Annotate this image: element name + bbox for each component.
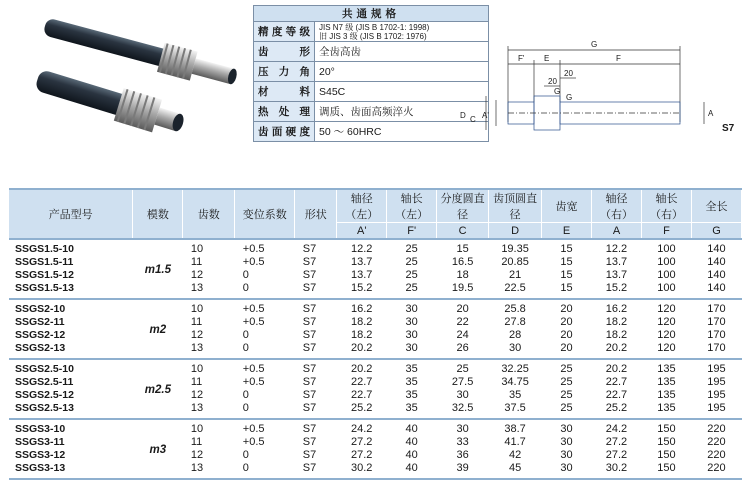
table-cell: 15.2 — [350, 282, 373, 294]
table-cell: 140 — [707, 282, 726, 294]
table-cell: 35 — [387, 359, 437, 376]
table-cell: 0 — [242, 329, 249, 341]
column-subheader: F' — [387, 223, 437, 240]
table-cell: S7 — [302, 449, 317, 461]
column-header: 轴径（左） — [337, 189, 387, 223]
table-cell: 22.5 — [504, 282, 526, 294]
table-cell: 15.2 — [605, 282, 628, 294]
table-cell: 0 — [242, 269, 249, 281]
table-cell: 33 — [456, 436, 469, 448]
table-row — [9, 402, 742, 419]
table-cell: 18.2 — [605, 329, 628, 341]
table-cell: 34.75 — [501, 376, 529, 388]
table-cell: 32.5 — [451, 402, 474, 414]
table-cell: S7 — [302, 282, 317, 294]
spec-value: 全齿高齿 — [315, 42, 489, 62]
table-cell: +0.5 — [235, 299, 295, 316]
table-cell: S7 — [302, 342, 317, 354]
table-cell: 35 — [508, 389, 522, 401]
svg-text:G: G — [554, 87, 561, 96]
table-cell: +0.5 — [235, 239, 295, 256]
table-cell: 19.5 — [451, 282, 474, 294]
spec-key: 热处理 — [254, 102, 315, 122]
table-cell: 135 — [657, 402, 676, 414]
table-cell: 15 — [560, 269, 573, 281]
column-header: 全长 — [691, 189, 741, 223]
table-row — [9, 389, 742, 402]
spec-key: 齿面硬度 — [254, 122, 315, 142]
dimension-drawing — [448, 30, 744, 150]
table-cell: 12.2 — [592, 239, 642, 256]
table-cell: 27.2 — [350, 436, 373, 448]
table-cell: 30.2 — [350, 462, 373, 474]
column-subheader: C — [437, 223, 489, 240]
table-cell: 100 — [657, 269, 676, 281]
table-cell: 20 — [560, 329, 573, 341]
table-cell: 40 — [405, 462, 418, 474]
table-row — [9, 282, 742, 299]
table-cell: 39 — [456, 462, 469, 474]
table-cell: 16.2 — [337, 299, 387, 316]
table-cell: 30 — [542, 419, 592, 436]
table-cell: 220 — [707, 449, 726, 461]
svg-text:20: 20 — [548, 77, 557, 86]
table-cell: 20.2 — [605, 342, 628, 354]
column-header: 变位系数 — [235, 189, 295, 239]
table-cell: 25 — [405, 256, 418, 268]
table-row — [9, 299, 742, 316]
module-cell: m2 — [133, 299, 183, 359]
table-cell: 13 — [190, 402, 204, 414]
table-cell: 24.2 — [592, 419, 642, 436]
table-row — [9, 269, 742, 282]
table-cell: 13.7 — [605, 256, 628, 268]
table-cell: S7 — [302, 389, 317, 401]
table-cell: +0.5 — [242, 316, 265, 328]
column-subheader: D — [489, 223, 542, 240]
table-cell: 45 — [508, 462, 522, 474]
table-cell: S7 — [302, 316, 317, 328]
table-cell: 100 — [657, 282, 676, 294]
column-header: 轴长（右） — [641, 189, 691, 223]
module-cell: m1.5 — [133, 239, 183, 299]
table-cell: 13.7 — [350, 269, 373, 281]
table-cell: 30 — [437, 419, 489, 436]
table-cell: 120 — [641, 299, 691, 316]
table-cell: 30 — [560, 436, 573, 448]
gear-shaft-spec-table — [9, 188, 742, 480]
model-cell: SSGS3-13 — [15, 462, 66, 474]
model-cell: SSGS2-12 — [15, 329, 66, 341]
table-cell: 15 — [560, 282, 573, 294]
table-cell: 195 — [691, 359, 741, 376]
model-cell: SSGS1.5-13 — [15, 282, 74, 294]
table-cell: 170 — [691, 299, 741, 316]
table-cell: 16.5 — [451, 256, 474, 268]
table-cell: 15 — [437, 239, 489, 256]
table-cell: 35 — [405, 376, 418, 388]
table-cell: 20.85 — [501, 256, 529, 268]
table-cell: 22 — [456, 316, 469, 328]
table-row — [9, 462, 742, 479]
table-cell: 30 — [508, 342, 522, 354]
table-cell: 18.2 — [605, 316, 628, 328]
table-cell: 170 — [707, 316, 726, 328]
table-cell: 25 — [437, 359, 489, 376]
model-cell: SSGS3-10 — [9, 419, 133, 436]
model-cell: SSGS2-13 — [15, 342, 66, 354]
table-cell: 150 — [657, 436, 676, 448]
table-cell: 11 — [190, 316, 203, 328]
table-cell: 27.8 — [504, 316, 526, 328]
table-cell: 135 — [657, 376, 676, 388]
table-cell: 15 — [560, 256, 573, 268]
table-cell: S7 — [302, 256, 317, 268]
table-cell: 10 — [183, 239, 235, 256]
column-header: 齿数 — [183, 189, 235, 239]
table-cell: 27.2 — [350, 449, 373, 461]
model-cell: SSGS1.5-10 — [9, 239, 133, 256]
table-cell: 100 — [657, 256, 676, 268]
table-cell: S7 — [302, 462, 317, 474]
table-cell: 0 — [242, 402, 249, 414]
table-cell: 195 — [707, 389, 726, 401]
table-cell: 36 — [456, 449, 469, 461]
column-header: 齿顶圆直径 — [489, 189, 542, 223]
svg-text:A: A — [708, 109, 714, 118]
table-cell: 20 — [560, 316, 573, 328]
model-cell: SSGS3-12 — [15, 449, 66, 461]
table-cell: 28 — [508, 329, 522, 341]
column-header: 模数 — [133, 189, 183, 239]
table-cell: 42 — [508, 449, 522, 461]
table-cell: S7 — [302, 436, 317, 448]
table-cell: 25 — [542, 359, 592, 376]
table-cell: 13.7 — [350, 256, 373, 268]
table-cell: 41.7 — [504, 436, 526, 448]
table-cell: S7 — [302, 402, 317, 414]
table-cell: 120 — [657, 316, 676, 328]
model-cell: SSGS2.5-11 — [15, 376, 74, 388]
table-cell: +0.5 — [242, 436, 265, 448]
table-row — [9, 419, 742, 436]
model-cell: SSGS2.5-13 — [15, 402, 74, 414]
table-cell: 15 — [542, 239, 592, 256]
table-cell: 13 — [190, 342, 204, 354]
table-row — [9, 316, 742, 329]
table-cell: 37.5 — [504, 402, 526, 414]
table-cell: 27.2 — [605, 449, 628, 461]
table-cell: 10 — [183, 359, 235, 376]
table-cell: 12 — [190, 269, 204, 281]
svg-text:S7: S7 — [722, 123, 735, 134]
table-cell: 0 — [242, 449, 249, 461]
table-cell: +0.5 — [242, 256, 265, 268]
svg-text:F: F — [616, 54, 621, 63]
table-cell: 135 — [641, 359, 691, 376]
table-cell: 20.2 — [350, 342, 373, 354]
column-header: 轴径（右） — [592, 189, 642, 223]
table-cell: 30 — [560, 449, 573, 461]
table-cell: 30 — [456, 389, 469, 401]
column-header: 齿宽 — [542, 189, 592, 223]
column-subheader: E — [542, 223, 592, 240]
table-cell: 12 — [190, 329, 204, 341]
table-cell: S7 — [295, 359, 337, 376]
table-cell: 13.7 — [605, 269, 628, 281]
column-header: 轴长（左） — [387, 189, 437, 223]
table-cell: 20 — [542, 299, 592, 316]
table-cell: 27.2 — [605, 436, 628, 448]
table-cell: 20 — [560, 342, 573, 354]
table-cell: 12 — [190, 389, 204, 401]
table-cell: 140 — [691, 239, 741, 256]
column-subheader: F — [641, 223, 691, 240]
table-cell: S7 — [302, 376, 317, 388]
table-cell: 25 — [560, 389, 573, 401]
table-cell: 22.7 — [605, 376, 628, 388]
table-cell: 40 — [405, 449, 418, 461]
svg-text:C: C — [470, 115, 476, 124]
table-cell: 30 — [560, 462, 573, 474]
model-cell: SSGS1.5-11 — [15, 256, 74, 268]
table-cell: 0 — [242, 342, 249, 354]
spec-key: 齿形 — [254, 42, 315, 62]
spec-key: 压力角 — [254, 62, 315, 82]
table-cell: 25 — [560, 402, 573, 414]
table-cell: 100 — [641, 239, 691, 256]
model-cell: SSGS3-11 — [15, 436, 65, 448]
svg-text:G: G — [591, 40, 598, 49]
table-cell: 13 — [190, 282, 204, 294]
spec-value: S45C — [315, 82, 489, 102]
table-cell: +0.5 — [242, 376, 265, 388]
table-cell: 30 — [387, 299, 437, 316]
module-cell: m3 — [133, 419, 183, 479]
table-cell: S7 — [295, 299, 337, 316]
table-cell: 25.2 — [605, 402, 628, 414]
model-cell: SSGS2-11 — [15, 316, 65, 328]
table-cell: 40 — [405, 436, 418, 448]
model-cell: SSGS1.5-12 — [15, 269, 74, 281]
svg-text:F': F' — [518, 54, 525, 63]
spec-title: 共通规格 — [254, 6, 489, 22]
table-cell: 25 — [405, 282, 418, 294]
column-subheader: A' — [337, 223, 387, 240]
column-subheader: A — [592, 223, 642, 240]
table-row — [9, 342, 742, 359]
model-cell: SSGS2.5-10 — [9, 359, 133, 376]
table-cell: 12 — [190, 449, 204, 461]
table-cell: 0 — [242, 389, 249, 401]
table-cell: 11 — [190, 436, 203, 448]
table-cell: 10 — [183, 419, 235, 436]
table-cell: 22.7 — [350, 389, 373, 401]
table-row — [9, 239, 742, 256]
table-cell: 25.2 — [350, 402, 373, 414]
table-row — [9, 256, 742, 269]
spec-value: 调质、齿面高频淬火 — [315, 102, 489, 122]
table-cell: 25.8 — [489, 299, 542, 316]
spec-key: 材料 — [254, 82, 315, 102]
table-cell: 20.2 — [592, 359, 642, 376]
table-cell: 25 — [560, 376, 573, 388]
table-cell: 25 — [405, 269, 418, 281]
table-cell: 21 — [508, 269, 522, 281]
table-cell: 220 — [707, 436, 726, 448]
svg-text:A': A' — [482, 111, 489, 120]
table-cell: 170 — [707, 329, 726, 341]
table-cell: 30.2 — [605, 462, 628, 474]
table-cell: 40 — [387, 419, 437, 436]
svg-text:20: 20 — [564, 69, 573, 78]
table-cell: 27.5 — [451, 376, 474, 388]
table-cell: 195 — [707, 402, 726, 414]
table-cell: S7 — [302, 269, 317, 281]
svg-text:G: G — [566, 93, 573, 102]
table-cell: 22.7 — [350, 376, 373, 388]
table-cell: 140 — [707, 256, 726, 268]
column-header: 产品型号 — [9, 189, 133, 239]
table-cell: 11 — [190, 256, 203, 268]
table-cell: 35 — [405, 402, 418, 414]
table-cell: 35 — [405, 389, 418, 401]
table-cell: 18.2 — [350, 329, 373, 341]
column-subheader: G — [691, 223, 741, 240]
table-cell: 12.2 — [337, 239, 387, 256]
table-cell: 26 — [456, 342, 469, 354]
model-cell: SSGS2.5-12 — [15, 389, 74, 401]
table-cell: 30 — [405, 316, 418, 328]
table-cell: 24 — [456, 329, 469, 341]
table-cell: 38.7 — [489, 419, 542, 436]
model-cell: SSGS2-10 — [9, 299, 133, 316]
spec-value: 50 ～ 60HRC — [315, 122, 489, 142]
table-cell: 195 — [707, 376, 726, 388]
table-cell: +0.5 — [235, 419, 295, 436]
table-cell: 220 — [707, 462, 726, 474]
table-cell: 120 — [657, 329, 676, 341]
table-cell: 150 — [657, 462, 676, 474]
table-cell: 32.25 — [489, 359, 542, 376]
table-cell: 135 — [657, 389, 676, 401]
table-cell: +0.5 — [235, 359, 295, 376]
table-cell: 20 — [437, 299, 489, 316]
table-cell: 120 — [657, 342, 676, 354]
table-cell: 16.2 — [592, 299, 642, 316]
table-cell: 0 — [242, 462, 249, 474]
svg-text:D: D — [460, 111, 466, 120]
table-row — [9, 376, 742, 389]
table-row — [9, 359, 742, 376]
table-cell: 18 — [456, 269, 469, 281]
table-cell: S7 — [295, 419, 337, 436]
table-cell: 13 — [190, 462, 204, 474]
table-cell: 30 — [405, 329, 418, 341]
table-cell: 18.2 — [350, 316, 373, 328]
module-cell: m2.5 — [133, 359, 183, 419]
svg-text:E: E — [544, 54, 550, 63]
spec-value: 20° — [315, 62, 489, 82]
table-cell: 150 — [657, 449, 676, 461]
table-row — [9, 436, 742, 449]
spec-value: JIS N7 级 (JIS B 1702-1: 1998) 旧 JIS 3 级 (JIS B 1702: 1976) — [315, 22, 489, 42]
column-header: 分度圆直径 — [437, 189, 489, 223]
table-cell: S7 — [302, 329, 317, 341]
table-cell: 24.2 — [337, 419, 387, 436]
table-row — [9, 329, 742, 342]
table-cell: 25 — [387, 239, 437, 256]
spec-key: 精度等级 — [254, 22, 315, 42]
table-cell: 11 — [190, 376, 203, 388]
table-cell: 20.2 — [337, 359, 387, 376]
table-cell: 0 — [242, 282, 249, 294]
table-cell: 220 — [691, 419, 741, 436]
table-row — [9, 449, 742, 462]
table-cell: 30 — [405, 342, 418, 354]
table-cell: 140 — [707, 269, 726, 281]
table-cell: 22.7 — [605, 389, 628, 401]
table-cell: 150 — [641, 419, 691, 436]
table-cell: 19.35 — [489, 239, 542, 256]
gear-shaft-product-photo — [8, 4, 252, 180]
table-cell: S7 — [295, 239, 337, 256]
column-header: 形状 — [295, 189, 337, 239]
table-cell: 170 — [707, 342, 726, 354]
table-cell: 10 — [183, 299, 235, 316]
